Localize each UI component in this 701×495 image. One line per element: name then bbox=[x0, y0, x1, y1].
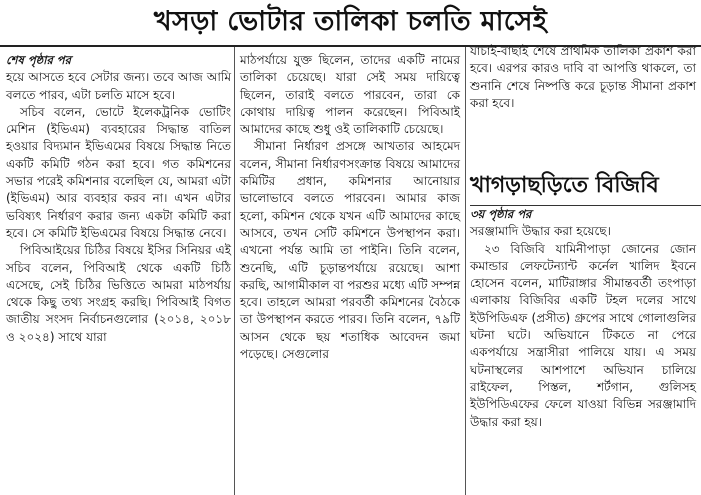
paragraph: যাচাই-বাছাই শেষে প্রাথমিক তালিকা প্রকাশ করা হবে। এরপর কারও দাবি বা আপত্তি থাকলে, তা শুনানি শেষে নিষ্পত্তি করে চূড়ান্ত সীমানা প্রকাশ করা হবে। bbox=[470, 44, 696, 110]
jump-line: ৩য় পৃষ্ঠার পর bbox=[470, 207, 532, 221]
column-divider bbox=[465, 47, 466, 495]
article-column-1 bbox=[6, 52, 231, 346]
paragraph: সরঞ্জামাদি উদ্ধার করা হয়েছে। bbox=[470, 224, 611, 239]
paragraph: সচিব বলেন, ভোটে ইলেকট্রনিক ভোটিং মেশিন (ইভিএম) ব্যবহারের সিদ্ধান্ত বাতিল হওয়ার বিদ্যমান ইভিএমের বিষয়ে সিদ্ধান্ত নিতে একটি কমিটি গঠন করা হবে। গত কমিশনের সভার পরেই কমিশনার বলেছিল যে, আমরা এটা (ইভিএম) আর ব্যবহার করব না। এখন এটার ভবিষ্যৎ নির্ধারণ করার জন্য একটা কমিটি করা হবে। সে কমিটি ইভিএমের বিষয়ে সিদ্ধান্ত নেবে। bbox=[6, 104, 231, 240]
paragraph: পিবিআইয়ের চিঠির বিষয়ে ইসির সিনিয়র এই সচিব বলেন, পিবিআই থেকে একটি চিঠি এসেছে, সেই চিঠির ভিত্তিতে আমরা মাঠপর্যায় থেকে কিছু তথ্য সংগ্রহ করছি। পিবিআই বিগত জাতীয় সংসদ নির্বাচনগুলোর (২০১৪, ২০১৮ ও ২০২৪) সাথে যারা bbox=[6, 243, 231, 344]
headline: খসড়া ভোটার তালিকা চলতি মাসেই bbox=[153, 6, 548, 37]
article-column-3b bbox=[470, 206, 696, 431]
paragraph: মাঠপর্যায়ে যুক্ত ছিলেন, তাদের একটি নামের তালিকা চেয়েছে। যারা সেই সময় দায়িত্বে ছিলেন, তারাই বলতে পারবেন, তারা কে কোথায় দায়িত্ব পালন করেছেন। পিবিআই আমাদের কাছে শুধু ওই তালিকাটি চেয়েছে। bbox=[240, 53, 460, 137]
article-column-2 bbox=[240, 52, 460, 363]
subheadline: খাগড়াছড়িতে বিজিবি bbox=[470, 173, 659, 198]
paragraph: ২৩ বিজিবি যামিনীপাড়া জোনের জোন কমান্ডার লেফটেন্যান্ট কর্নেল খালিদ ইবনে হোসেন বলেন, মাটিরাঙ্গার সীমান্তবর্তী তংপাড়া এলাকায় বিজিবির একটি টহল দলের সাথে ইউপিডিএফ (প্রসীত) গ্রুপের সাথে গোলাগুলির ঘটনা ঘটে। অভিযানে টিকতে না পেরে একপর্যায়ে সন্ত্রাসীরা পালিয়ে যায়। এ সময় ঘটনাস্থলের আশপাশে অভিযান চালিয়ে রাইফেল, পিস্তল, শর্টগান, গুলিসহ ইউপিডিএফের ফেলে যাওয়া বিভিন্ন সরঞ্জামাদি উদ্ধার করা হয়। bbox=[470, 241, 696, 429]
article-column-3 bbox=[470, 43, 696, 112]
jump-line: শেষ পৃষ্ঠার পর bbox=[6, 53, 71, 67]
column-divider bbox=[234, 47, 235, 495]
paragraph: সীমানা নির্ধারণ প্রসঙ্গে আখতার আহমেদ বলেন, সীমানা নির্ধারণসংক্রান্ত বিষয়ে আমাদের কমিটির প্রধান, কমিশনার আনোয়ার ভালোভাবে বলতে পারবেন। আমার কাজ হলো, কমিশন থেকে যখন এটি আমাদের কাছে আসবে, তখন সেটি কমিশনে উপস্থাপন করা। এখনো পর্যন্ত আমি তা পাইনি। তিনি বলেন, শুনেছি, এটি চূড়ান্তপর্যায়ে রয়েছে। আশা করছি, আগামীকাল বা পরশুর মধ্যে এটি সম্পন্ন হবে। তাহলে আমরা পরবর্তী কমিশনের বৈঠকে তা উপস্থাপন করতে পারব। তিনি বলেন, ৭৯টি আসন থেকে ছয় শতাধিক আবেদন জমা পড়েছে। সেগুলোর bbox=[240, 139, 460, 362]
paragraph: হয়ে আসতে হবে সেটার জন্য। তবে আজ আমি বলতে পারব, এটা চলতি মাসে হবে। bbox=[6, 70, 231, 102]
